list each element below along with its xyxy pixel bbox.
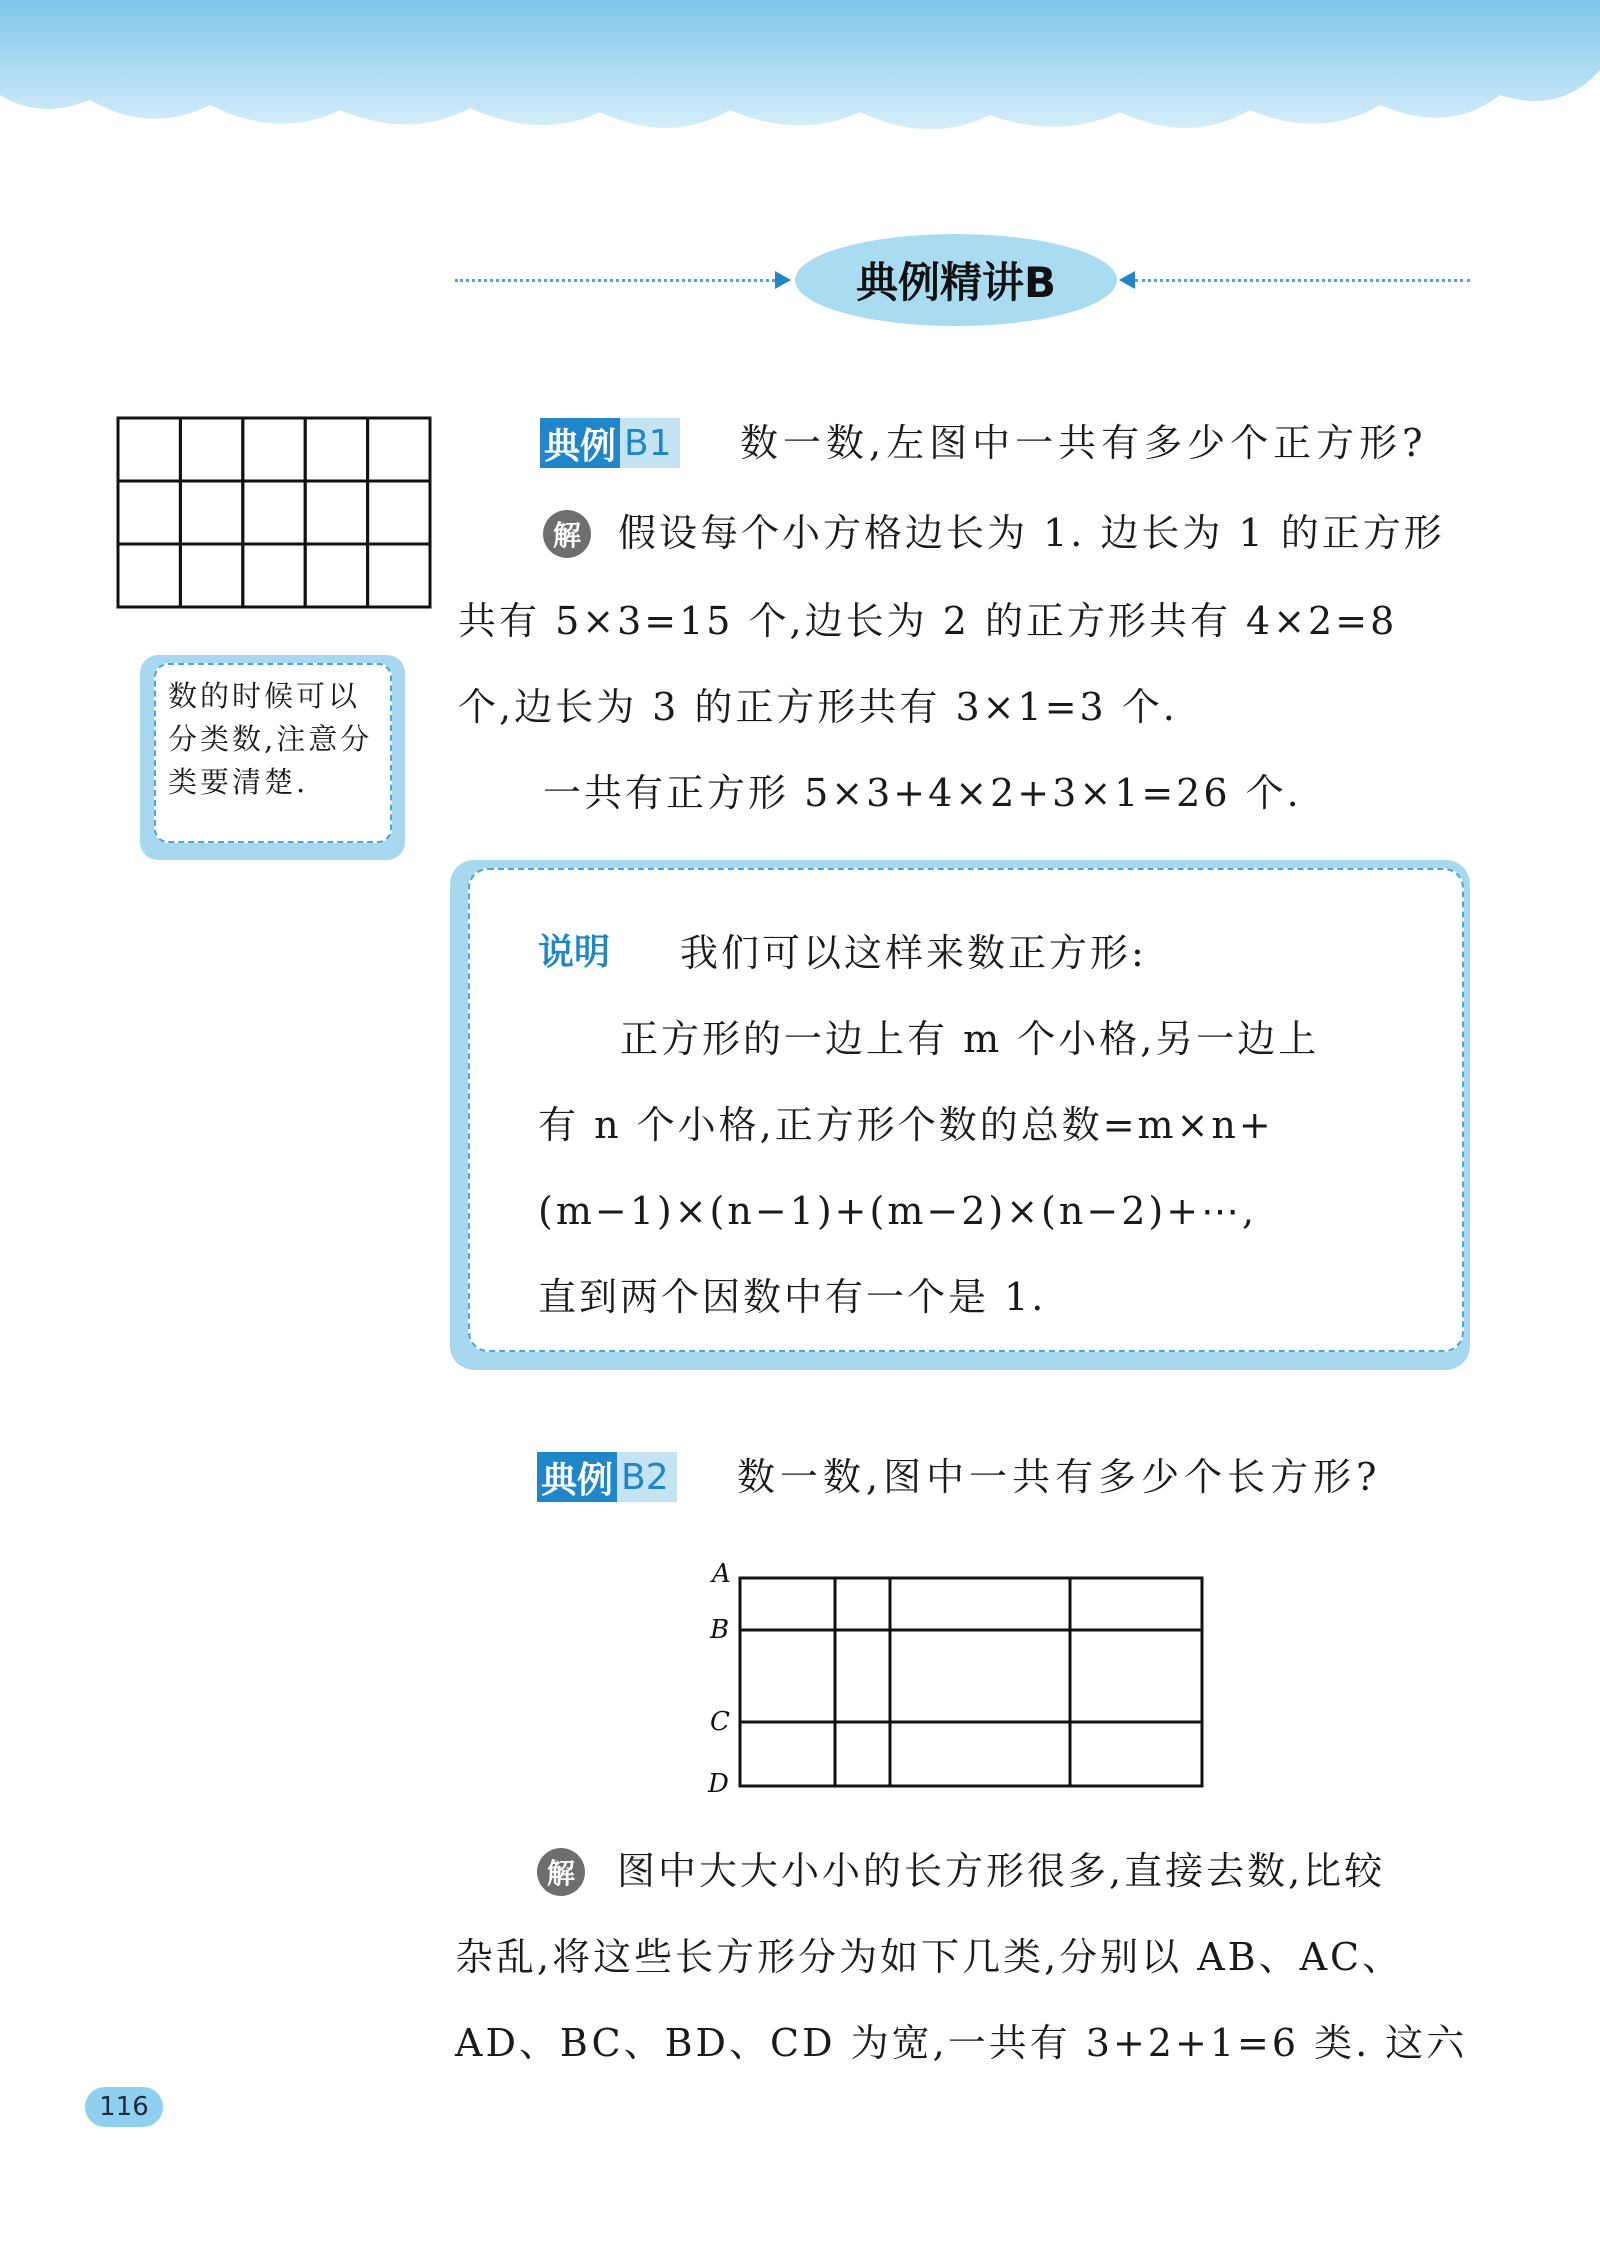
grid-cell [180,418,242,481]
side-note-line: 类要清楚. [168,765,309,799]
arrow-right-icon [775,271,791,289]
grid-cell [368,418,430,481]
figure-label-b: B [710,1615,730,1645]
solution-total: 一共有正方形 5×3+4×2+3×1=26 个. [543,771,1302,815]
example-label-b1 [540,418,680,468]
solution2-line-3: AD、BC、BD、CD 为宽,一共有 3+2+1=6 类. 这六 [455,2021,1468,2065]
grid-cell [368,481,430,544]
grid-cell [243,418,305,481]
grid-cell [305,544,367,607]
grid-cell [305,418,367,481]
example-label-main: 典例 [540,418,620,468]
explanation-box [450,860,1470,1370]
solution-line-1: 假设每个小方格边长为 1. 边长为 1 的正方形 [618,511,1445,555]
solution-icon: 解 [537,1848,585,1896]
section-heading [455,250,1470,310]
figure-label-d: D [708,1769,729,1799]
example-label-main: 典例 [537,1452,617,1502]
explanation-intro: 我们可以这样来数正方形: [680,931,1147,975]
solution-line-2: 共有 5×3=15 个,边长为 2 的正方形共有 4×2=8 [458,599,1398,643]
solution2-line-2: 杂乱,将这些长方形分为如下几类,分别以 AB、AC、 [455,1935,1404,1979]
grid-cell [243,481,305,544]
sky-cloud-banner [0,0,1600,150]
square-grid-figure [115,415,433,610]
example-label-code: B2 [617,1452,677,1502]
explanation-line-4: 直到两个因数中有一个是 1. [538,1275,1047,1319]
side-note-text [154,663,392,843]
side-note-line: 分类数,注意分 [168,722,373,756]
explanation-line-3: (m−1)×(n−1)+(m−2)×(n−2)+⋯, [538,1189,1258,1233]
example1-question: 数一数,左图中一共有多少个正方形? [740,421,1428,465]
grid-cell [118,481,180,544]
solution-icon: 解 [543,510,591,558]
figure-label-c: C [710,1707,730,1737]
explanation-label: 说明 [538,932,611,973]
figure-label-a: A [712,1559,731,1589]
grid-cell [118,418,180,481]
side-note [140,655,405,860]
grid-cell [118,544,180,607]
explanation-content [468,868,1464,1352]
example2-question: 数一数,图中一共有多少个长方形? [737,1455,1382,1499]
grid-cell [180,544,242,607]
example-label-b2 [537,1452,677,1502]
explanation-line-1: 正方形的一边上有 m 个小格,另一边上 [620,1017,1320,1061]
grid-cell [180,481,242,544]
rectangle-figure [700,1550,1210,1810]
dotted-rule-left [455,279,775,282]
page-number: 116 [85,2087,163,2127]
example-label-code: B1 [620,418,680,468]
grid-cell [305,481,367,544]
grid-cell [243,544,305,607]
explanation-line-2: 有 n 个小格,正方形个数的总数=m×n+ [538,1103,1274,1147]
arrow-left-icon [1119,271,1135,289]
solution-line-3: 个,边长为 3 的正方形共有 3×1=3 个. [458,685,1178,729]
section-title: 典例精讲B [795,234,1117,326]
grid-cell [368,544,430,607]
dotted-rule-right [1135,279,1470,282]
side-note-line: 数的时候可以 [168,679,361,713]
solution2-line-1: 图中大大小小的长方形很多,直接去数,比较 [617,1849,1386,1893]
